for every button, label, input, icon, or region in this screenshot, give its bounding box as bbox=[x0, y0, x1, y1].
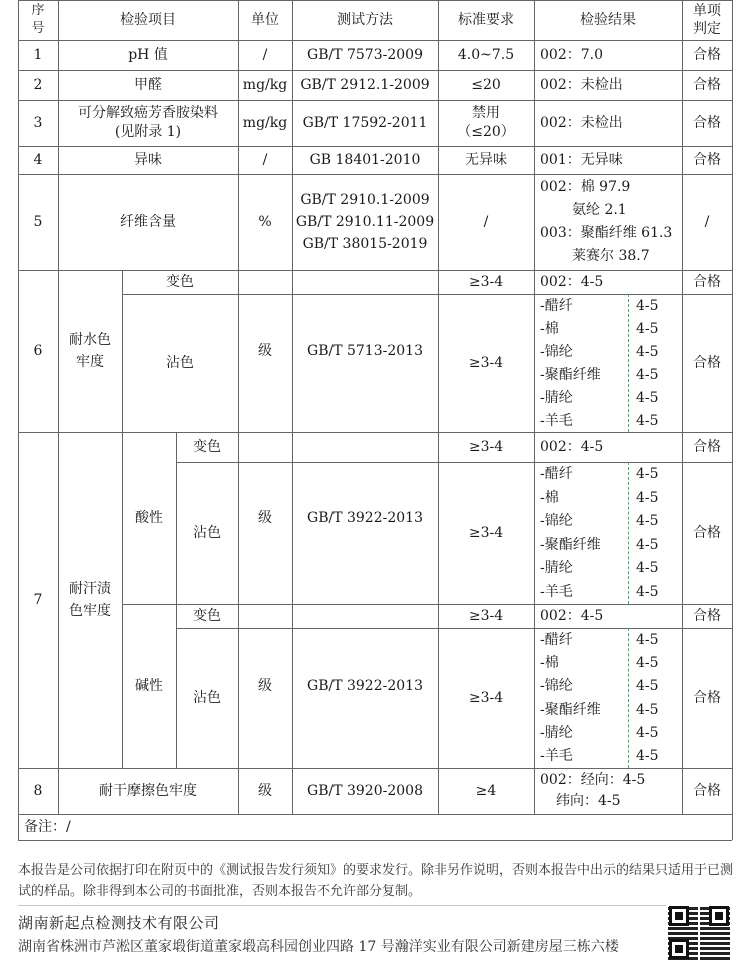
row7-acid-change-label: 变色 bbox=[193, 439, 221, 455]
row6-item: 耐水色 牢度 bbox=[69, 332, 111, 370]
row6-method: GB/T 5713-2013 bbox=[307, 343, 423, 359]
row7-alkali-verdict-stain: 合格 bbox=[693, 690, 721, 706]
fiber-grade: 4-5 bbox=[636, 583, 659, 600]
fiber-name: -棉 bbox=[540, 655, 559, 672]
row4-unit: / bbox=[262, 152, 268, 168]
row3-seq: 3 bbox=[33, 115, 43, 131]
row1-method: GB/T 7573-2009 bbox=[307, 47, 423, 63]
row8-seq: 8 bbox=[33, 783, 43, 799]
row2-standard: ≤20 bbox=[471, 77, 501, 93]
fiber-name: -腈纶 bbox=[540, 724, 573, 741]
row7-acid-stain-label: 沾色 bbox=[193, 525, 221, 541]
row3-standard bbox=[438, 100, 534, 146]
row6-std-change: ≥3-4 bbox=[468, 274, 504, 290]
fiber-grade: 4-5 bbox=[636, 724, 659, 741]
row6-verdict-change: 合格 bbox=[693, 274, 721, 290]
row6-change-label: 变色 bbox=[166, 274, 194, 290]
row6-fiber-divider bbox=[628, 294, 629, 432]
row2-seq: 2 bbox=[33, 77, 43, 93]
fiber-name: -羊毛 bbox=[540, 748, 573, 764]
row7-item: 耐汗渍 色牢度 bbox=[69, 581, 111, 619]
row7-alkali-fiber-divider bbox=[628, 628, 629, 768]
fiber-grade: 4-5 bbox=[636, 466, 659, 482]
row5-result-line2: 氨纶 2.1 bbox=[572, 202, 627, 218]
fiber-name: -醋纤 bbox=[540, 298, 573, 314]
fiber-name: -锦纶 bbox=[540, 344, 573, 360]
fiber-grade: 4-5 bbox=[636, 390, 659, 406]
row3-standard-line1: 禁用 bbox=[472, 105, 500, 121]
header-standard: 标准要求 bbox=[458, 12, 514, 28]
row3-result: 002：未检出 bbox=[540, 115, 623, 131]
row2-unit: mg/kg bbox=[242, 77, 288, 93]
row7-seq: 7 bbox=[33, 592, 43, 608]
row7-alkali-label: 碱性 bbox=[135, 678, 163, 694]
fiber-grade: 4-5 bbox=[636, 701, 659, 718]
row1-item: pH 值 bbox=[128, 47, 168, 63]
row5-verdict: / bbox=[704, 214, 710, 230]
row7-acid-std-change: ≥3-4 bbox=[468, 439, 504, 455]
row4-item: 异味 bbox=[134, 152, 162, 168]
fiber-name: -羊毛 bbox=[540, 413, 573, 429]
row1-unit: / bbox=[262, 47, 268, 63]
row7-alkali-stain-label: 沾色 bbox=[193, 690, 221, 706]
qr-code-icon bbox=[668, 905, 730, 960]
row3-item bbox=[58, 100, 238, 146]
row6-std-stain: ≥3-4 bbox=[468, 355, 504, 371]
row5-result-line3: 003：聚酯纤维 61.3 bbox=[540, 225, 673, 241]
row3-item-line2: (见附录 1) bbox=[114, 124, 182, 140]
row7-alkali-std-stain: ≥3-4 bbox=[468, 690, 504, 706]
row5-method bbox=[292, 174, 438, 270]
fiber-grade: 4-5 bbox=[636, 513, 659, 529]
row1-result: 002：7.0 bbox=[540, 47, 603, 63]
row7-alkali-verdict-change: 合格 bbox=[693, 608, 721, 624]
row6-verdict-stain: 合格 bbox=[693, 355, 721, 371]
fiber-grade: 4-5 bbox=[636, 632, 659, 648]
row8-result-line2: 纬向：4-5 bbox=[556, 793, 621, 809]
row2-result: 002：未检出 bbox=[540, 77, 623, 93]
fiber-name: -聚酯纤维 bbox=[540, 367, 601, 383]
fiber-name: -锦纶 bbox=[540, 678, 573, 695]
row4-seq: 4 bbox=[33, 152, 43, 168]
row8-result-line1: 002：经向：4-5 bbox=[540, 772, 646, 788]
footer-divider bbox=[18, 905, 666, 906]
row4-standard: 无异味 bbox=[465, 152, 507, 168]
header-item: 检验项目 bbox=[120, 12, 176, 28]
row5-seq: 5 bbox=[33, 214, 43, 230]
row7-alkali-method: GB/T 3922-2013 bbox=[307, 678, 423, 694]
row6-unit: 级 bbox=[258, 343, 272, 359]
row7-alkali-res-change: 002：4-5 bbox=[540, 608, 604, 624]
header-seq: 序号 bbox=[31, 3, 45, 36]
fiber-name: -聚酯纤维 bbox=[540, 536, 601, 553]
row8-verdict: 合格 bbox=[693, 783, 721, 799]
row7-alkali-change-label: 变色 bbox=[193, 608, 221, 624]
grid-hline bbox=[18, 840, 732, 841]
fiber-name: -醋纤 bbox=[540, 466, 573, 482]
row6-stain-label: 沾色 bbox=[166, 355, 194, 371]
row7-acid-label: 酸性 bbox=[135, 510, 163, 526]
company-address: 湖南省株洲市芦淞区董家塅街道董家塅高科园创业四路 17 号瀚洋实业有限公司新建房屋三栋六楼 bbox=[18, 939, 619, 955]
row7-acid-unit: 级 bbox=[258, 510, 272, 526]
row1-seq: 1 bbox=[33, 47, 43, 63]
remarks: 备注：/ bbox=[24, 819, 71, 835]
fiber-grade: 4-5 bbox=[636, 748, 659, 764]
row3-standard-line2: （≤20） bbox=[457, 124, 515, 140]
row5-item: 纤维含量 bbox=[120, 214, 176, 230]
row7-acid-std-stain: ≥3-4 bbox=[468, 525, 504, 541]
company-name: 湖南新起点检测技术有限公司 bbox=[18, 914, 220, 932]
row7-acid-verdict-stain: 合格 bbox=[693, 525, 721, 541]
row7-acid-res-change: 002：4-5 bbox=[540, 439, 604, 455]
row8-method: GB/T 3920-2008 bbox=[307, 783, 423, 799]
fiber-name: -聚酯纤维 bbox=[540, 701, 601, 718]
row1-standard: 4.0~7.5 bbox=[457, 47, 515, 63]
row2-item: 甲醛 bbox=[134, 77, 162, 93]
row3-item-line1: 可分解致癌芳香胺染料 bbox=[78, 105, 218, 121]
header-verdict: 单项判定 bbox=[693, 3, 721, 37]
row7-alkali-std-change: ≥3-4 bbox=[468, 608, 504, 624]
row3-unit: mg/kg bbox=[242, 115, 288, 131]
fiber-name: -锦纶 bbox=[540, 513, 573, 529]
row5-method-line1: GB/T 2910.1-2009 bbox=[300, 192, 430, 208]
row5-standard: / bbox=[483, 214, 489, 230]
header-method: 测试方法 bbox=[337, 12, 393, 28]
row5-result-line1: 002：棉 97.9 bbox=[540, 179, 631, 195]
fiber-grade: 4-5 bbox=[636, 298, 659, 314]
grid-vline bbox=[732, 0, 733, 840]
row3-verdict: 合格 bbox=[693, 115, 721, 131]
row5-result-line4: 莱赛尔 38.7 bbox=[572, 248, 650, 264]
row1-verdict: 合格 bbox=[693, 47, 721, 63]
fiber-grade: 4-5 bbox=[636, 655, 659, 672]
row7-acid-fiber-divider bbox=[628, 462, 629, 604]
row7-acid-method: GB/T 3922-2013 bbox=[307, 510, 423, 526]
fiber-grade: 4-5 bbox=[636, 489, 659, 506]
fiber-grade: 4-5 bbox=[636, 678, 659, 695]
fiber-name: -棉 bbox=[540, 321, 559, 337]
row6-res-change: 002：4-5 bbox=[540, 274, 604, 290]
row6-seq: 6 bbox=[33, 343, 43, 359]
fiber-name: -腈纶 bbox=[540, 560, 573, 576]
row2-verdict: 合格 bbox=[693, 77, 721, 93]
fiber-grade: 4-5 bbox=[636, 413, 659, 429]
row2-method: GB/T 2912.1-2009 bbox=[300, 77, 430, 93]
row5-unit: % bbox=[258, 214, 272, 230]
row4-result: 001：无异味 bbox=[540, 152, 623, 168]
fiber-grade: 4-5 bbox=[636, 367, 659, 383]
row7-acid-verdict-change: 合格 bbox=[693, 439, 721, 455]
row8-standard: ≥4 bbox=[475, 783, 497, 799]
report-disclaimer: 本报告是公司依据打印在附页中的《测试报告发行须知》的要求发行。除非另作说明，否则本报告中出示的结果只适用于已测试的样品。除非得到本公司的书面批准，否则本报告不允许部分复制。 bbox=[18, 863, 734, 899]
row8-result bbox=[534, 768, 682, 814]
fiber-grade: 4-5 bbox=[636, 321, 659, 337]
fiber-grade: 4-5 bbox=[636, 536, 659, 553]
header-result: 检验结果 bbox=[580, 12, 636, 28]
row4-method: GB 18401-2010 bbox=[309, 152, 421, 168]
row7-alkali-unit: 级 bbox=[258, 678, 272, 694]
row8-item: 耐干摩擦色牢度 bbox=[99, 783, 197, 799]
row5-method-line3: GB/T 38015-2019 bbox=[302, 236, 428, 252]
fiber-name: -羊毛 bbox=[540, 583, 573, 600]
header-unit: 单位 bbox=[251, 12, 279, 28]
row4-verdict: 合格 bbox=[693, 152, 721, 168]
fiber-name: -醋纤 bbox=[540, 632, 573, 648]
fiber-name: -棉 bbox=[540, 489, 559, 506]
fiber-grade: 4-5 bbox=[636, 560, 659, 576]
row8-unit: 级 bbox=[258, 783, 272, 799]
fiber-grade: 4-5 bbox=[636, 344, 659, 360]
fiber-name: -腈纶 bbox=[540, 390, 573, 406]
row5-result bbox=[534, 174, 682, 270]
row5-method-line2: GB/T 2910.11-2009 bbox=[295, 214, 435, 230]
row3-method: GB/T 17592-2011 bbox=[302, 115, 428, 131]
